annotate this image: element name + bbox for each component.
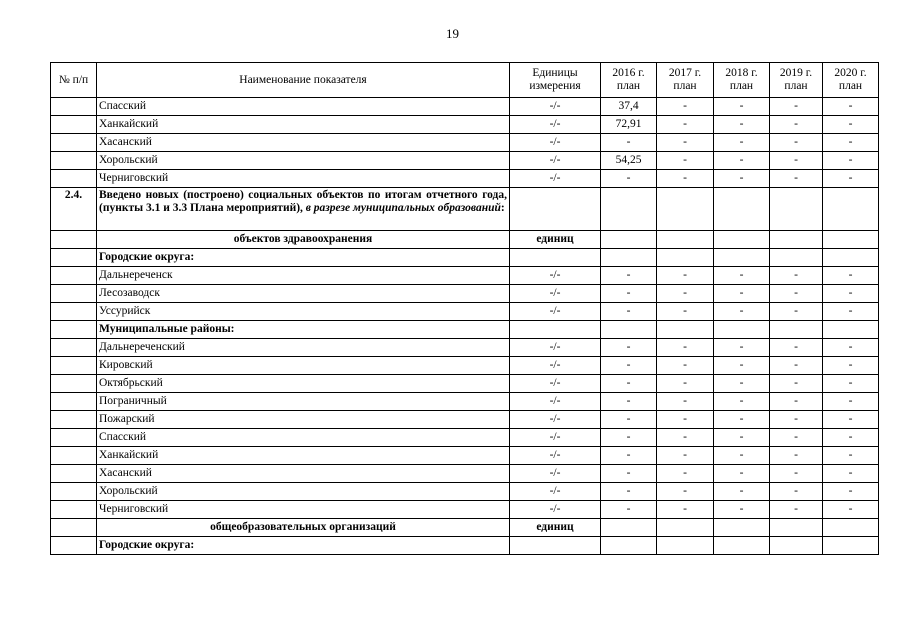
row-value: - bbox=[657, 116, 714, 134]
table-row bbox=[51, 339, 879, 357]
table-row bbox=[51, 303, 879, 321]
row-value: - bbox=[823, 134, 879, 152]
row-value: - bbox=[714, 152, 770, 170]
row-value: - bbox=[823, 411, 879, 429]
table-row bbox=[51, 152, 879, 170]
row-value: - bbox=[657, 98, 714, 116]
row-value: - bbox=[657, 134, 714, 152]
row-value: - bbox=[657, 501, 714, 519]
row-value: - bbox=[770, 134, 823, 152]
category-row bbox=[51, 519, 879, 537]
year-label: 2018 г. bbox=[725, 67, 758, 79]
row-value: - bbox=[714, 98, 770, 116]
row-value: - bbox=[657, 483, 714, 501]
row-value: - bbox=[770, 98, 823, 116]
header-unit bbox=[510, 63, 601, 98]
table-row bbox=[51, 134, 879, 152]
row-value: - bbox=[823, 465, 879, 483]
row-value: - bbox=[770, 447, 823, 465]
row-unit: -/- bbox=[510, 429, 601, 447]
row-value: - bbox=[657, 447, 714, 465]
header-year-2016 bbox=[601, 63, 657, 98]
row-value: - bbox=[714, 339, 770, 357]
row-value: - bbox=[601, 285, 657, 303]
row-value: - bbox=[823, 357, 879, 375]
category-label: объектов здравоохранения bbox=[97, 231, 510, 249]
section-subtitle-colon: : bbox=[500, 202, 505, 214]
row-unit: -/- bbox=[510, 393, 601, 411]
row-value: - bbox=[657, 170, 714, 188]
row-value: - bbox=[657, 393, 714, 411]
row-value: - bbox=[714, 465, 770, 483]
row-value: - bbox=[714, 170, 770, 188]
row-value: - bbox=[770, 152, 823, 170]
table-row bbox=[51, 393, 879, 411]
row-value: - bbox=[714, 267, 770, 285]
row-value: - bbox=[770, 429, 823, 447]
year-label: 2016 г. bbox=[612, 67, 645, 79]
category-label: общеобразовательных организаций bbox=[97, 519, 510, 537]
row-value: - bbox=[601, 357, 657, 375]
row-unit: -/- bbox=[510, 339, 601, 357]
plan-label: план bbox=[838, 80, 863, 92]
plan-label: план bbox=[784, 80, 808, 92]
row-value: - bbox=[770, 501, 823, 519]
category-unit: единиц bbox=[510, 519, 601, 537]
header-year-2017 bbox=[657, 63, 714, 98]
row-value: - bbox=[714, 285, 770, 303]
table-row bbox=[51, 267, 879, 285]
year-label: 2017 г. bbox=[668, 67, 702, 79]
row-unit: -/- bbox=[510, 483, 601, 501]
row-name: Хасанский bbox=[97, 465, 510, 483]
row-unit: -/- bbox=[510, 411, 601, 429]
row-value: - bbox=[714, 357, 770, 375]
section-number: 2.4. bbox=[51, 188, 97, 231]
group-label: Городские округа: bbox=[97, 249, 510, 267]
row-value: - bbox=[601, 134, 657, 152]
row-name: Ханкайский bbox=[97, 447, 510, 465]
row-unit: -/- bbox=[510, 465, 601, 483]
year-label: 2019 г. bbox=[779, 67, 813, 79]
table-row bbox=[51, 375, 879, 393]
header-year-2018 bbox=[714, 63, 770, 98]
row-value: - bbox=[657, 285, 714, 303]
plan-label: план bbox=[729, 80, 754, 92]
row-value: - bbox=[657, 267, 714, 285]
row-value: - bbox=[770, 375, 823, 393]
row-value: - bbox=[714, 429, 770, 447]
row-unit: -/- bbox=[510, 267, 601, 285]
row-name: Хорольский bbox=[97, 483, 510, 501]
row-value: - bbox=[823, 483, 879, 501]
category-unit: единиц bbox=[510, 231, 601, 249]
row-value: - bbox=[714, 375, 770, 393]
header-unit-line1: Единицы bbox=[532, 67, 578, 79]
section-subtitle: в разрезе муниципальных образований bbox=[305, 202, 501, 214]
row-value: - bbox=[657, 465, 714, 483]
row-value: - bbox=[601, 447, 657, 465]
header-name: Наименование показателя bbox=[97, 63, 510, 98]
table-row bbox=[51, 170, 879, 188]
row-value: - bbox=[714, 393, 770, 411]
row-value: - bbox=[657, 357, 714, 375]
row-value: - bbox=[770, 465, 823, 483]
row-name: Лесозаводск bbox=[97, 285, 510, 303]
group-label: Муниципальные районы: bbox=[97, 321, 510, 339]
row-value: - bbox=[601, 339, 657, 357]
row-value: - bbox=[601, 483, 657, 501]
row-name: Черниговский bbox=[97, 501, 510, 519]
row-value: - bbox=[823, 170, 879, 188]
row-value: - bbox=[823, 501, 879, 519]
row-unit: -/- bbox=[510, 303, 601, 321]
row-name: Хасанский bbox=[97, 134, 510, 152]
row-value: 72,91 bbox=[601, 116, 657, 134]
row-value: 54,25 bbox=[601, 152, 657, 170]
header-row bbox=[51, 63, 879, 98]
row-value: - bbox=[657, 429, 714, 447]
header-num: № п/п bbox=[51, 63, 97, 98]
row-name: Дальнереченский bbox=[97, 339, 510, 357]
row-name: Ханкайский bbox=[97, 116, 510, 134]
row-unit: -/- bbox=[510, 98, 601, 116]
indicators-table bbox=[50, 62, 879, 555]
row-value: - bbox=[657, 339, 714, 357]
row-name: Октябрьский bbox=[97, 375, 510, 393]
row-value: - bbox=[714, 483, 770, 501]
row-name: Пограничный bbox=[97, 393, 510, 411]
header-year-2019 bbox=[770, 63, 823, 98]
row-unit: -/- bbox=[510, 116, 601, 134]
header-year-2020 bbox=[823, 63, 879, 98]
row-value: - bbox=[770, 483, 823, 501]
row-name: Дальнереченск bbox=[97, 267, 510, 285]
row-value: - bbox=[823, 393, 879, 411]
row-value: - bbox=[714, 134, 770, 152]
section-title bbox=[97, 188, 510, 231]
group-row bbox=[51, 249, 879, 267]
row-unit: -/- bbox=[510, 375, 601, 393]
row-value: - bbox=[714, 411, 770, 429]
row-value: - bbox=[770, 411, 823, 429]
row-value: - bbox=[601, 501, 657, 519]
year-label: 2020 г. bbox=[834, 67, 867, 79]
row-value: - bbox=[823, 98, 879, 116]
row-value: - bbox=[823, 375, 879, 393]
row-name: Черниговский bbox=[97, 170, 510, 188]
row-value: - bbox=[714, 447, 770, 465]
row-value: - bbox=[823, 267, 879, 285]
row-value: - bbox=[770, 170, 823, 188]
row-unit: -/- bbox=[510, 501, 601, 519]
row-value: - bbox=[823, 152, 879, 170]
table-row bbox=[51, 501, 879, 519]
row-value: - bbox=[601, 465, 657, 483]
table-row bbox=[51, 357, 879, 375]
header-unit-line2: измерения bbox=[529, 80, 581, 92]
table-row bbox=[51, 465, 879, 483]
page-number: 19 bbox=[446, 26, 459, 41]
row-name: Уссурийск bbox=[97, 303, 510, 321]
row-value: - bbox=[770, 339, 823, 357]
row-name: Хорольский bbox=[97, 152, 510, 170]
row-value: - bbox=[770, 285, 823, 303]
row-value: - bbox=[770, 393, 823, 411]
row-value: - bbox=[823, 339, 879, 357]
row-name: Спасский bbox=[97, 429, 510, 447]
row-value: - bbox=[601, 375, 657, 393]
row-value: - bbox=[823, 303, 879, 321]
row-name: Пожарский bbox=[97, 411, 510, 429]
row-value: - bbox=[823, 429, 879, 447]
row-value: - bbox=[601, 170, 657, 188]
table-row bbox=[51, 447, 879, 465]
row-value: - bbox=[657, 152, 714, 170]
row-value: - bbox=[657, 303, 714, 321]
row-unit: -/- bbox=[510, 134, 601, 152]
table-row bbox=[51, 116, 879, 134]
row-value: - bbox=[601, 267, 657, 285]
row-value: - bbox=[714, 501, 770, 519]
plan-label: план bbox=[616, 80, 641, 92]
row-unit: -/- bbox=[510, 152, 601, 170]
row-value: - bbox=[770, 357, 823, 375]
row-value: - bbox=[601, 303, 657, 321]
row-value: - bbox=[770, 303, 823, 321]
row-value: - bbox=[601, 411, 657, 429]
group-row bbox=[51, 321, 879, 339]
table-row bbox=[51, 429, 879, 447]
row-unit: -/- bbox=[510, 447, 601, 465]
row-unit: -/- bbox=[510, 170, 601, 188]
row-value: - bbox=[770, 267, 823, 285]
row-name: Спасский bbox=[97, 98, 510, 116]
row-unit: -/- bbox=[510, 357, 601, 375]
row-value: - bbox=[657, 375, 714, 393]
section-title-text: Введено новых (построено) социальных объектов по итогам отчетного года, (пункты 3.1 и 3.3 Плана мероприятий), bbox=[99, 189, 507, 214]
row-unit: -/- bbox=[510, 285, 601, 303]
section-row bbox=[51, 188, 879, 231]
table-row bbox=[51, 483, 879, 501]
plan-label: план bbox=[673, 80, 697, 92]
group-row bbox=[51, 537, 879, 555]
row-value: 37,4 bbox=[601, 98, 657, 116]
row-name: Кировский bbox=[97, 357, 510, 375]
row-value: - bbox=[601, 393, 657, 411]
group-label: Городские округа: bbox=[97, 537, 510, 555]
row-value: - bbox=[657, 411, 714, 429]
row-value: - bbox=[823, 447, 879, 465]
table-row bbox=[51, 285, 879, 303]
category-row bbox=[51, 231, 879, 249]
table-row bbox=[51, 98, 879, 116]
row-value: - bbox=[714, 303, 770, 321]
row-value: - bbox=[714, 116, 770, 134]
row-value: - bbox=[823, 285, 879, 303]
table-row bbox=[51, 411, 879, 429]
row-value: - bbox=[770, 116, 823, 134]
row-value: - bbox=[601, 429, 657, 447]
row-value: - bbox=[823, 116, 879, 134]
